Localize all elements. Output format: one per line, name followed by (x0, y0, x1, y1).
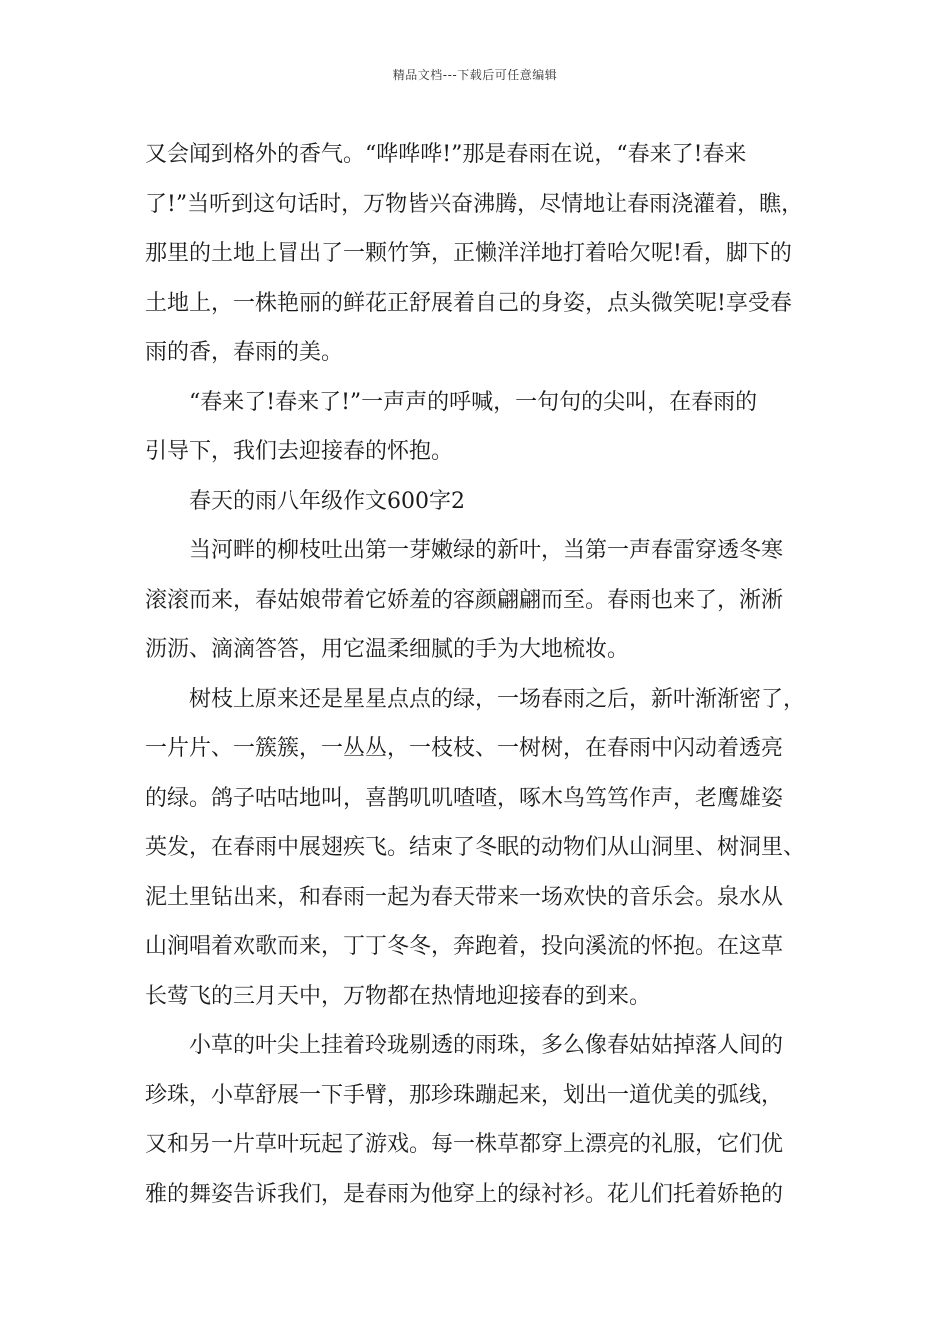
paragraph-line: 山涧唱着欢歌而来，丁丁冬冬，奔跑着，投向溪流的怀抱。在这草 (145, 934, 784, 959)
paragraph-line: 雨的香，春雨的美。 (145, 340, 344, 365)
paragraph (145, 675, 825, 1022)
paragraph-line: 了!”当听到这句话时，万物皆兴奋沸腾，尽情地让春雨浇灌着，瞧， (145, 191, 804, 217)
paragraph-line: 长莺飞的三月天中，万物都在热情地迎接春的到来。 (145, 983, 652, 1009)
paragraph-line: 又会闻到格外的香气。“哗哗哗!”那是春雨在说，“春来了!春来 (145, 142, 747, 167)
paragraph-line: 珍珠，小草舒展一下手臂，那珍珠蹦起来，划出一道优美的弧线， (145, 1082, 784, 1108)
paragraph-line: 雅的舞姿告诉我们，是春雨为他穿上的绿衬衫。花儿们托着娇艳的 (145, 1181, 784, 1207)
document-body (145, 130, 825, 1219)
paragraph-line: 引导下，我们去迎接春的怀抱。 (145, 439, 454, 464)
paragraph-line: 又和另一片草叶玩起了游戏。每一株草都穿上漂亮的礼服，它们优 (145, 1132, 784, 1157)
paragraph (145, 378, 825, 477)
paragraph-line: 小草的叶尖上挂着玲珑剔透的雨珠，多么像春姑姑掉落人间的 (189, 1033, 784, 1058)
paragraph-line: 那里的土地上冒出了一颗竹笋，正懒洋洋地打着哈欠呢!看，脚下的 (145, 241, 792, 266)
paragraph-line: 沥沥、滴滴答答，用它温柔细腻的手为大地梳妆。 (145, 637, 630, 662)
paragraph-line: 树枝上原来还是星星点点的绿，一场春雨之后，新叶渐渐密了， (189, 686, 806, 712)
paragraph-line: 滚滚而来，春姑娘带着它娇羞的容颜翩翩而至。春雨也来了，淅淅 (145, 587, 784, 613)
paragraph-line: 土地上，一株艳丽的鲜花正舒展着自己的身姿，点头微笑呢!享受春 (145, 290, 792, 316)
paragraph (145, 477, 825, 527)
paragraph (145, 130, 825, 378)
paragraph-line: “春来了!春来了!”一声声的呼喊，一句句的尖叫，在春雨的 (189, 389, 758, 415)
page-header: 精品文档---下载后可任意编辑 (392, 68, 558, 82)
paragraph-line: 春天的雨八年级作文600字2 (189, 488, 465, 514)
paragraph-line: 的绿。鸽子咕咕地叫，喜鹊叽叽喳喳，啄木鸟笃笃作声，老鹰雄姿 (145, 785, 784, 811)
paragraph (145, 1021, 825, 1219)
paragraph-line: 英发，在春雨中展翅疾飞。结束了冬眠的动物们从山洞里、树洞里、 (145, 835, 806, 860)
paragraph-line: 泥土里钻出来，和春雨一起为春天带来一场欢快的音乐会。泉水从 (145, 884, 784, 910)
paragraph (145, 526, 825, 675)
paragraph-line: 当河畔的柳枝吐出第一芽嫩绿的新叶，当第一声春雷穿透冬寒 (189, 538, 784, 563)
paragraph-line: 一片片、一簇簇，一丛丛，一枝枝、一树树，在春雨中闪动着透亮 (145, 736, 784, 761)
